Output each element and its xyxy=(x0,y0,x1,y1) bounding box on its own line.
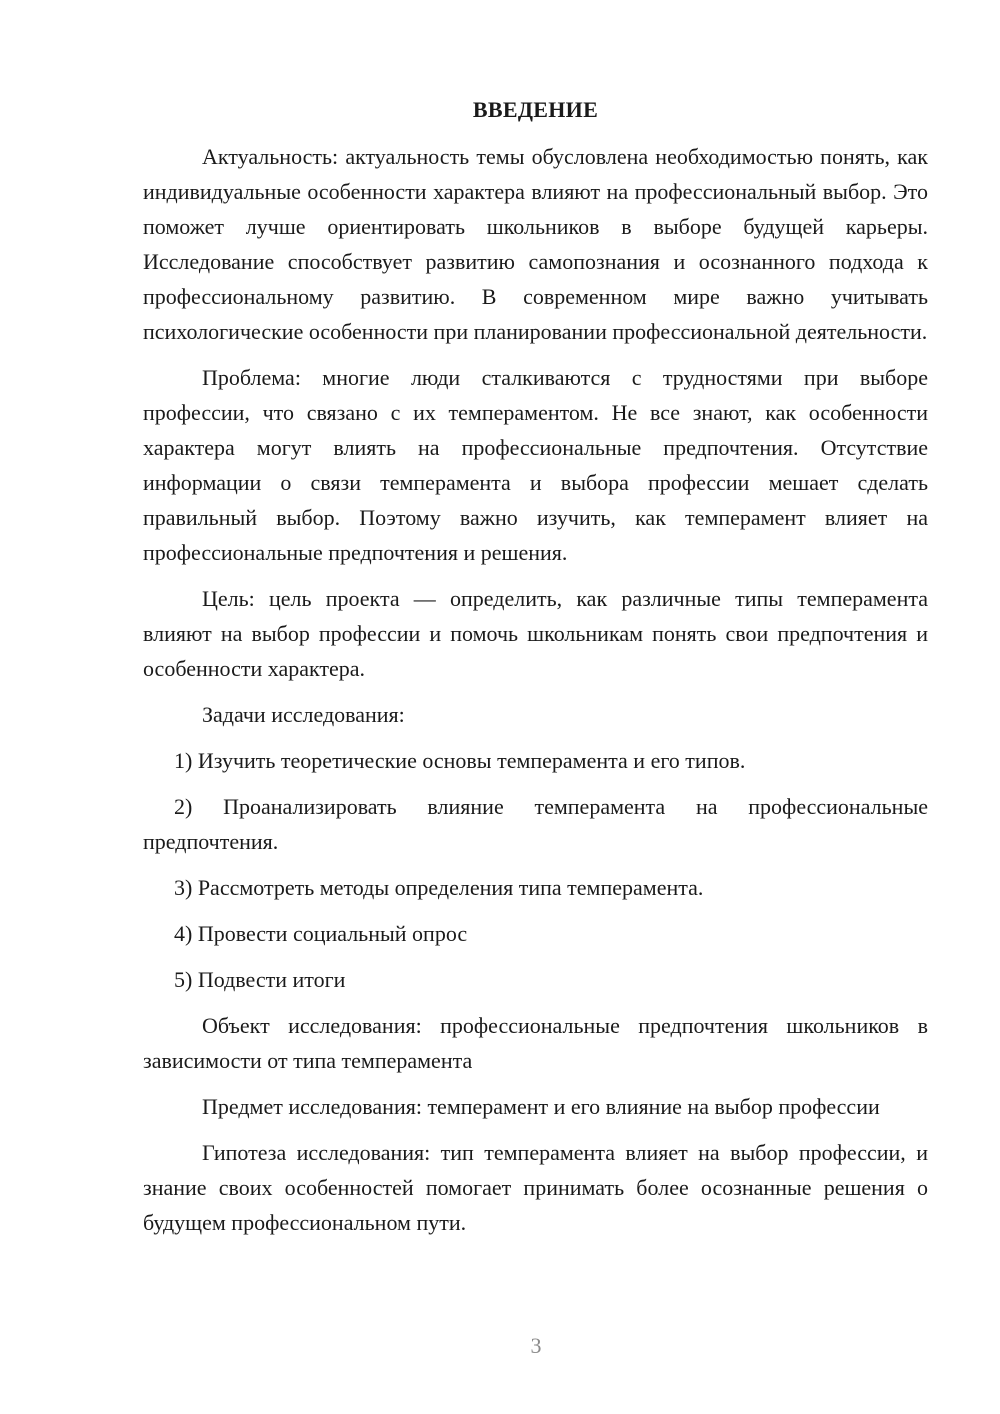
section-heading: ВВЕДЕНИЕ xyxy=(472,97,599,122)
task-item: 5) Подвести итоги xyxy=(174,967,346,992)
task-item: 1) Изучить теоретические основы темперамента и его типов. xyxy=(174,748,746,773)
relevance-paragraph: Актуальность: актуальность темы обусловлена необходимостью понять, как индивидуальные особенности характера влияют на профессиональный выбор. Это поможет лучше ориентировать школьников в выборе будущей карьеры. Исследование способствует развитию самопознания и осознанного подхода к профессиональному развитию. В современном мире важно учитывать психологические особенности при планировании профессиональной деятельности. xyxy=(143,144,928,344)
document-page xyxy=(143,95,928,1251)
page-number: 3 xyxy=(530,1333,542,1358)
hypothesis-paragraph: Гипотеза исследования: тип темперамента влияет на выбор профессии, и знание своих особенностей помогает принимать более осознанные решения о будущем профессиональном пути. xyxy=(143,1140,928,1235)
goal-paragraph: Цель: цель проекта — определить, как различные типы темперамента влияют на выбор профессии и помочь школьникам понять свои предпочтения и особенности характера. xyxy=(143,586,928,681)
object-paragraph: Объект исследования: профессиональные предпочтения школьников в зависимости от типа темперамента xyxy=(143,1013,928,1073)
task-item: 4) Провести социальный опрос xyxy=(174,921,468,946)
tasks-title: Задачи исследования: xyxy=(202,702,405,727)
task-item: 3) Рассмотреть методы определения типа темперамента. xyxy=(174,875,704,900)
subject-paragraph: Предмет исследования: темперамент и его влияние на выбор профессии xyxy=(202,1094,880,1119)
problem-paragraph: Проблема: многие люди сталкиваются с трудностями при выборе профессии, что связано с их темпераментом. Не все знают, как особенности характера могут влиять на профессиональные предпочтения. Отсутствие информации о связи темперамента и выбора профессии мешает сделать правильный выбор. Поэтому важно изучить, как темперамент влияет на профессиональные предпочтения и решения. xyxy=(143,365,928,565)
task-item: 2) Проанализировать влияние темперамента на профессиональные предпочтения. xyxy=(143,794,928,854)
